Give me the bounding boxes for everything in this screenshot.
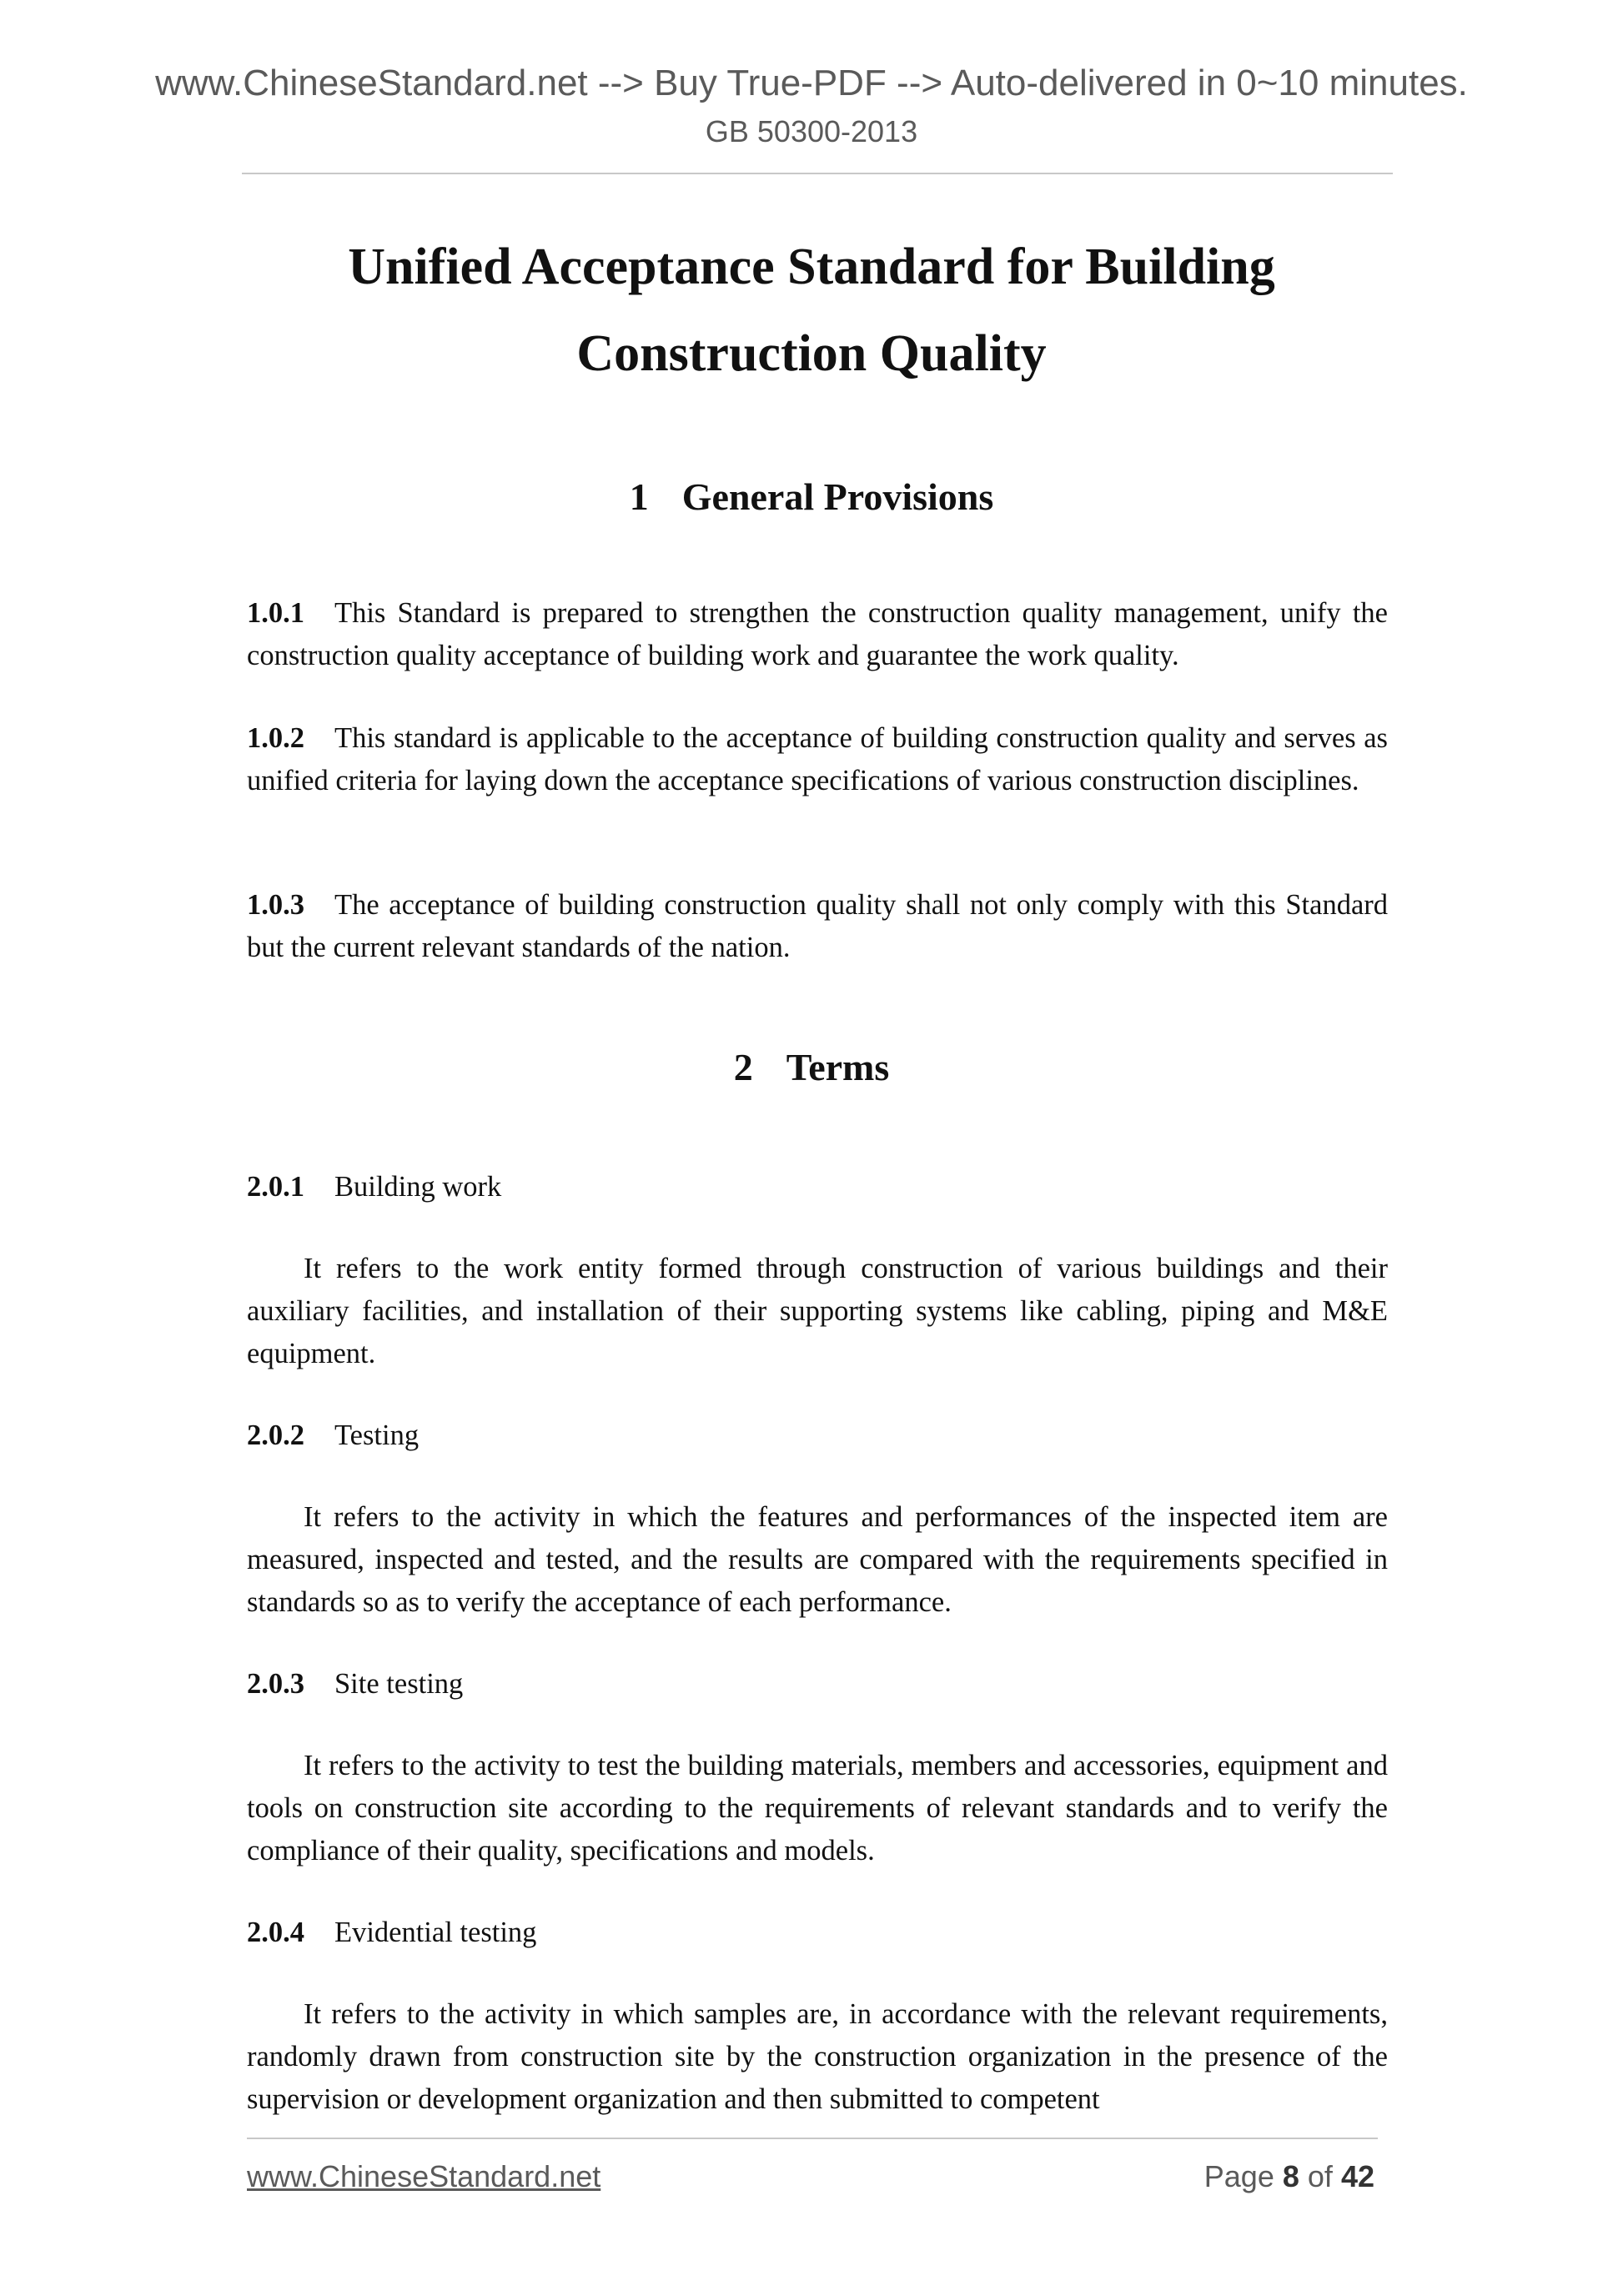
footer-divider <box>247 2138 1378 2139</box>
section-2-heading <box>0 1044 1623 1091</box>
clause-number: 1.0.1 <box>247 597 304 629</box>
clause-text: This standard is applicable to the acceptance of building construction quality and serves as unified criteria for laying down the acceptance specifications of various construction disciplines. <box>247 722 1388 796</box>
page-current: 8 <box>1282 2159 1299 2193</box>
page-indicator <box>1204 2158 1374 2195</box>
section-2-number: 2 <box>733 1046 753 1088</box>
header-divider <box>242 173 1393 174</box>
section-1-title: General Provisions <box>681 475 994 518</box>
clause-text: The acceptance of building construction quality shall not only comply with this Standard but the current relevant standards of the nation. <box>247 889 1388 963</box>
term-2-0-3-definition: It refers to the activity to test the building materials, members and accessories, equipment and tools on construction site according to the requirements of relevant standards and to verify the compliance of their quality, specifications and models. <box>247 1750 1388 1866</box>
term-number: 2.0.4 <box>247 1917 304 1948</box>
clause-1-0-3 <box>247 884 1388 969</box>
section-2-title: Terms <box>786 1046 890 1088</box>
page-prefix: Page <box>1203 2159 1274 2193</box>
term-2-0-3-heading <box>247 1663 1388 1706</box>
term-name: Testing <box>334 1419 420 1451</box>
standard-code: GB 50300-2013 <box>705 114 918 148</box>
term-2-0-4-heading <box>247 1912 1388 1954</box>
term-number: 2.0.2 <box>247 1419 304 1451</box>
term-number: 2.0.1 <box>247 1171 304 1203</box>
clause-1-0-1 <box>247 592 1388 677</box>
term-name: Building work <box>334 1171 502 1203</box>
section-1-heading <box>0 474 1623 520</box>
document-title-line-2: Construction Quality <box>576 325 1047 382</box>
page-separator: of <box>1307 2159 1333 2193</box>
term-2-0-2-heading <box>247 1414 1388 1457</box>
header-banner: www.ChineseStandard.net --> Buy True-PDF --> Auto-delivered in 0~10 minutes. <box>155 63 1468 103</box>
term-2-0-1-heading <box>247 1166 1388 1208</box>
term-name: Evidential testing <box>334 1917 537 1948</box>
term-2-0-1-definition: It refers to the work entity formed through construction of various buildings and their auxiliary facilities, and installation of their supporting systems like cabling, piping and M&E equipment. <box>247 1253 1388 1369</box>
footer-site-link[interactable]: www.ChineseStandard.net <box>247 2159 601 2193</box>
term-2-0-4-definition: It refers to the activity in which samples are, in accordance with the relevant requirements, randomly drawn from construction site by the construction organization in the presence of the supervision or development organization and then submitted to competent <box>247 1998 1388 2115</box>
clause-number: 1.0.2 <box>247 722 304 754</box>
term-2-0-2-definition: It refers to the activity in which the features and performances of the inspected item are measured, inspected and tested, and the results are compared with the requirements specified in standards so as to verify the acceptance of each performance. <box>247 1501 1388 1618</box>
page-total: 42 <box>1340 2159 1374 2193</box>
section-1-number: 1 <box>629 475 649 518</box>
document-title <box>167 224 1456 397</box>
clause-number: 1.0.3 <box>247 889 304 921</box>
clause-1-0-2 <box>247 717 1388 802</box>
term-number: 2.0.3 <box>247 1668 304 1700</box>
document-title-line-1: Unified Acceptance Standard for Building <box>348 239 1275 295</box>
term-name: Site testing <box>334 1668 464 1700</box>
clause-text: This Standard is prepared to strengthen the construction quality management, unify the construction quality acceptance of building work and guarantee the work quality. <box>247 597 1388 671</box>
